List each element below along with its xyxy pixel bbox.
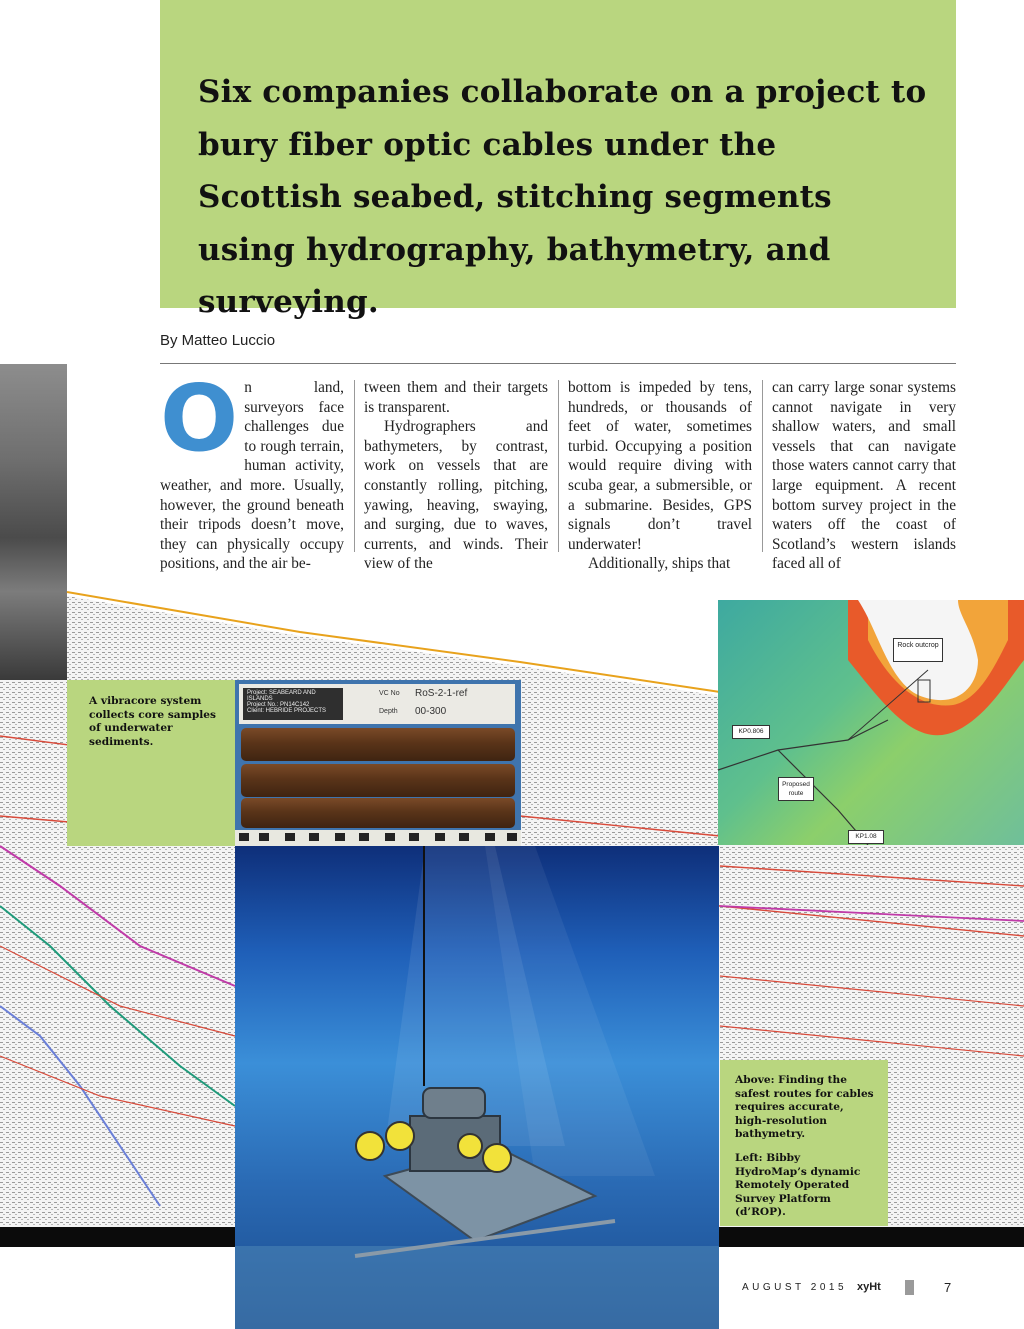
map-label-rock-outcrop: Rock outcrop bbox=[893, 638, 943, 662]
article-column-4 bbox=[772, 378, 956, 574]
column-divider bbox=[762, 380, 763, 552]
page-number: 7 bbox=[944, 1280, 952, 1295]
divider bbox=[160, 363, 956, 364]
paragraph: bottom is impeded by tens, hundreds, or thousands of feet of water, sometimes turbid. Occupying a position would require diving with scuba gear, a submersible, or a submarine. Besides, GPS signals don’t travel underwater! bbox=[568, 379, 752, 553]
project-name-text: Project: SEABEARD AND ISLANDS bbox=[247, 690, 316, 702]
article-column-3 bbox=[568, 378, 752, 574]
core-sample bbox=[241, 764, 515, 797]
column-divider bbox=[354, 380, 355, 552]
headline: Six companies collaborate on a project to bury fiber optic cables under the Scottish seabed, stitching segments using hydrography, bathymetry, and surveying. bbox=[198, 74, 927, 320]
footer-block bbox=[905, 1280, 914, 1295]
map-label-proposed-route: Proposed route bbox=[778, 777, 814, 801]
map-label-kp-left: KP0.806 bbox=[732, 725, 770, 739]
map-label-kp-bottom: KP1.08 bbox=[848, 830, 884, 844]
paragraph: Additionally, ships that bbox=[588, 555, 731, 573]
project-number-text: Project No.: PN14C142 bbox=[247, 702, 310, 708]
byline: By Matteo Luccio bbox=[160, 332, 276, 349]
client-text: Client: HEBRIDE PROJECTS bbox=[247, 708, 327, 714]
paragraph: tween them and their targets is transparent. bbox=[364, 379, 548, 416]
caption-above: Above: Finding the safest routes for cables requires accurate, high-resolution bathymetry. bbox=[735, 1074, 874, 1141]
depth-label: Depth bbox=[379, 708, 398, 715]
caption-box-vibracore bbox=[67, 680, 235, 846]
headline-box bbox=[160, 0, 956, 320]
footer-date: AUGUST 2015 bbox=[742, 1282, 848, 1293]
caption-box-bathymetry bbox=[720, 1060, 888, 1226]
paragraph: n land, surveyors face challenges due to rough terrain, human activity, weather, and more. Usually, however, the ground beneath their tripods doesn’t move, they can physically occupy positions, and the air be- bbox=[160, 379, 344, 573]
underwater-drop-photo bbox=[235, 846, 719, 1329]
sample-label-card bbox=[239, 684, 515, 724]
paragraph: Hydrographers and bathymeters, by contrast, work on vessels that are constantly rolling, pitching, yawing, heaving, swaying, and surging, due to waves, currents, and winds. Their view of the bbox=[364, 418, 548, 573]
vibracore-sample-photo bbox=[235, 680, 521, 846]
map-graphic bbox=[718, 600, 1024, 845]
vc-no-value: RoS-2-1-ref bbox=[415, 688, 468, 699]
drop-cap: O bbox=[160, 365, 239, 472]
scale-ruler bbox=[235, 830, 521, 846]
article-column-1 bbox=[160, 365, 344, 574]
column-divider bbox=[558, 380, 559, 552]
vc-no-label: VC No bbox=[379, 690, 400, 697]
project-label bbox=[243, 688, 343, 720]
article-column-2 bbox=[364, 378, 548, 574]
core-sample bbox=[241, 728, 515, 761]
footer-magazine-name: xyHt bbox=[857, 1281, 881, 1293]
drop-illustration bbox=[235, 846, 719, 1329]
bathymetry-map bbox=[718, 600, 1024, 845]
paragraph: can carry large sonar systems cannot navigate in very shallow waters, and small vessels that can navigate those waters cannot carry that large equipment. A recent bottom survey project in the waters off the coast of Scotland’s western islands faced all of bbox=[772, 379, 956, 573]
caption-vibracore: A vibracore system collects core samples of underwater sediments. bbox=[89, 695, 217, 748]
caption-left: Left: Bibby HydroMap’s dynamic Remotely Operated Survey Platform (d’ROP). bbox=[735, 1152, 861, 1219]
core-sample bbox=[241, 798, 515, 828]
depth-value: 00-300 bbox=[415, 706, 447, 717]
